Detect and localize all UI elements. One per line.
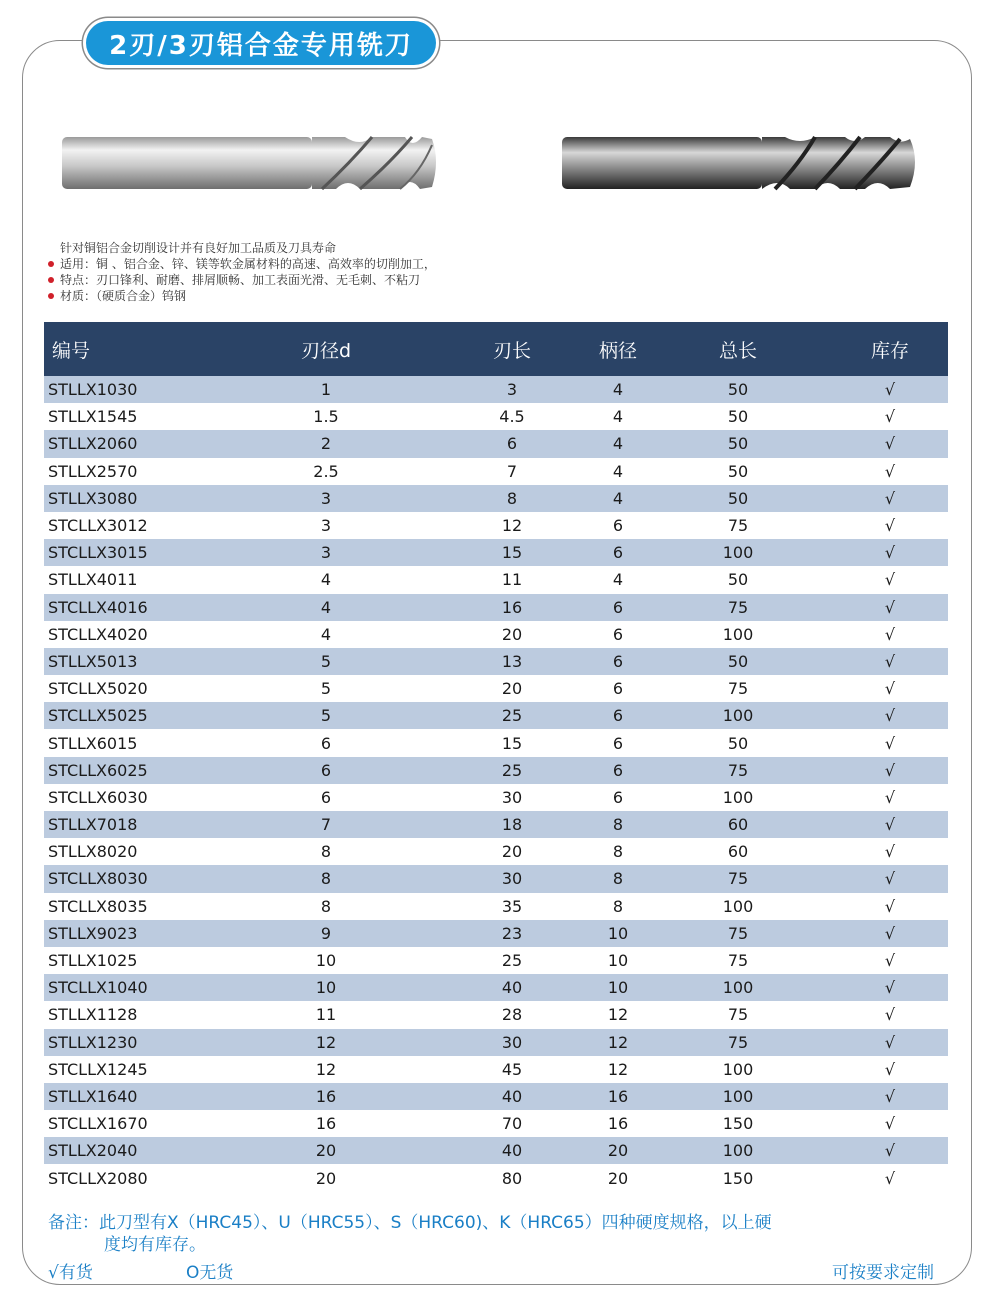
red-bullet-icon <box>48 277 54 283</box>
table-row <box>44 974 948 1001</box>
cell-total-length: 150 <box>722 1168 754 1188</box>
cell-code: STCLLX1245 <box>48 1059 148 1079</box>
cell-code: STLLX5013 <box>48 651 138 671</box>
table-row <box>44 1083 948 1110</box>
cell-shank: 6 <box>612 787 624 807</box>
cell-code: STLLX8020 <box>48 842 138 862</box>
cell-flute-length: 4.5 <box>499 407 525 427</box>
cell-diameter: 3 <box>320 543 332 563</box>
cell-code: STCLLX1670 <box>48 1114 148 1134</box>
cell-code: STCLLX6030 <box>48 787 148 807</box>
cell-stock: √ <box>884 1005 896 1025</box>
cell-flute-length: 40 <box>501 978 523 998</box>
cell-stock: √ <box>884 461 896 481</box>
cell-total-length: 75 <box>727 597 749 617</box>
cell-code: STLLX2570 <box>48 461 138 481</box>
description-bullet: 适用：铜 、铝合金、锌、镁等软金属材料的高速、高效率的切削加工， <box>48 256 436 272</box>
cell-shank: 4 <box>612 434 624 454</box>
cell-flute-length: 3 <box>506 380 518 400</box>
cell-total-length: 50 <box>727 570 749 590</box>
cell-flute-length: 20 <box>501 679 523 699</box>
cell-shank: 8 <box>612 815 624 835</box>
cell-stock: √ <box>884 842 896 862</box>
cell-shank: 4 <box>612 570 624 590</box>
cell-code: STCLLX6025 <box>48 760 148 780</box>
table-row <box>44 865 948 892</box>
cell-total-length: 150 <box>722 1114 754 1134</box>
cell-total-length: 100 <box>722 1086 754 1106</box>
cell-diameter: 6 <box>320 787 332 807</box>
cell-flute-length: 45 <box>501 1059 523 1079</box>
cell-total-length: 75 <box>727 1032 749 1052</box>
cell-shank: 8 <box>612 842 624 862</box>
table-row <box>44 621 948 648</box>
cell-total-length: 100 <box>722 1141 754 1161</box>
cell-shank: 6 <box>612 706 624 726</box>
cell-diameter: 12 <box>315 1032 337 1052</box>
cell-code: STLLX1030 <box>48 380 138 400</box>
cell-diameter: 3 <box>320 516 332 536</box>
cell-flute-length: 15 <box>501 733 523 753</box>
cell-total-length: 50 <box>727 434 749 454</box>
table-row <box>44 539 948 566</box>
header-total-length: 总长 <box>718 339 757 362</box>
three-flute-endmill-image <box>560 133 940 193</box>
legend-out-of-stock: O无货 <box>186 1263 234 1283</box>
cell-flute-length: 23 <box>501 923 523 943</box>
cell-stock: √ <box>884 1032 896 1052</box>
product-description <box>48 240 436 304</box>
cell-code: STLLX7018 <box>48 815 138 835</box>
cell-flute-length: 11 <box>501 570 523 590</box>
cell-shank: 6 <box>612 651 624 671</box>
cell-code: STLLX9023 <box>48 923 138 943</box>
cell-code: STLLX6015 <box>48 733 138 753</box>
cell-stock: √ <box>884 1059 896 1079</box>
table-row <box>44 1137 948 1164</box>
cell-stock: √ <box>884 1086 896 1106</box>
cell-code: STCLLX5025 <box>48 706 148 726</box>
table-row <box>44 566 948 593</box>
cell-diameter: 16 <box>315 1086 337 1106</box>
cell-shank: 6 <box>612 760 624 780</box>
cell-diameter: 10 <box>315 978 337 998</box>
cell-flute-length: 30 <box>501 787 523 807</box>
table-row <box>44 1001 948 1028</box>
cell-diameter: 11 <box>315 1005 337 1025</box>
table-row <box>44 784 948 811</box>
cell-total-length: 50 <box>727 461 749 481</box>
cell-code: STCLLX8035 <box>48 896 148 916</box>
cell-shank: 6 <box>612 597 624 617</box>
cell-code: STCLLX4016 <box>48 597 148 617</box>
table-header <box>44 322 948 376</box>
cell-shank: 12 <box>607 1032 629 1052</box>
cell-shank: 20 <box>607 1168 629 1188</box>
table-row <box>44 430 948 457</box>
table-row <box>44 648 948 675</box>
header-stock: 库存 <box>870 339 909 362</box>
cell-total-length: 100 <box>722 787 754 807</box>
legend-in-stock: √有货 <box>48 1263 93 1283</box>
cell-stock: √ <box>884 488 896 508</box>
cell-shank: 4 <box>612 461 624 481</box>
cell-stock: √ <box>884 815 896 835</box>
cell-diameter: 2.5 <box>313 461 339 481</box>
cell-shank: 10 <box>607 923 629 943</box>
cell-code: STLLX1640 <box>48 1086 138 1106</box>
cell-flute-length: 30 <box>501 869 523 889</box>
cell-code: STCLLX2080 <box>48 1168 148 1188</box>
cell-total-length: 50 <box>727 407 749 427</box>
cell-flute-length: 28 <box>501 1005 523 1025</box>
cell-stock: √ <box>884 1141 896 1161</box>
cell-total-length: 50 <box>727 733 749 753</box>
cell-total-length: 75 <box>727 1005 749 1025</box>
cell-code: STCLLX4020 <box>48 624 148 644</box>
cell-stock: √ <box>884 923 896 943</box>
cell-shank: 20 <box>607 1141 629 1161</box>
cell-flute-length: 80 <box>501 1168 523 1188</box>
cell-stock: √ <box>884 407 896 427</box>
cell-shank: 10 <box>607 951 629 971</box>
cell-flute-length: 6 <box>506 434 518 454</box>
cell-stock: √ <box>884 597 896 617</box>
page-title: 2刃/3刃铝合金专用铣刀 <box>86 21 436 65</box>
cell-total-length: 100 <box>722 896 754 916</box>
cell-diameter: 10 <box>315 951 337 971</box>
cell-flute-length: 8 <box>506 488 518 508</box>
cell-diameter: 1 <box>320 380 332 400</box>
cell-code: STLLX4011 <box>48 570 138 590</box>
cell-flute-length: 13 <box>501 651 523 671</box>
cell-diameter: 1.5 <box>313 407 339 427</box>
table-row <box>44 512 948 539</box>
cell-shank: 4 <box>612 407 624 427</box>
cell-shank: 12 <box>607 1059 629 1079</box>
cell-stock: √ <box>884 869 896 889</box>
cell-shank: 10 <box>607 978 629 998</box>
cell-total-length: 100 <box>722 624 754 644</box>
cell-flute-length: 16 <box>501 597 523 617</box>
cell-diameter: 6 <box>320 733 332 753</box>
red-bullet-icon <box>48 293 54 299</box>
table-row <box>44 485 948 512</box>
cell-flute-length: 30 <box>501 1032 523 1052</box>
cell-total-length: 75 <box>727 951 749 971</box>
cell-diameter: 5 <box>320 651 332 671</box>
cell-flute-length: 12 <box>501 516 523 536</box>
table-row <box>44 1110 948 1137</box>
cell-diameter: 4 <box>320 570 332 590</box>
cell-stock: √ <box>884 679 896 699</box>
cell-stock: √ <box>884 1168 896 1188</box>
cell-flute-length: 7 <box>506 461 518 481</box>
custom-order-note: 可按要求定制 <box>832 1263 934 1283</box>
cell-flute-length: 40 <box>501 1141 523 1161</box>
cell-shank: 6 <box>612 624 624 644</box>
cell-total-length: 100 <box>722 706 754 726</box>
spec-table <box>44 322 948 1192</box>
cell-stock: √ <box>884 787 896 807</box>
header-diameter: 刃径d <box>300 339 352 362</box>
header-shank: 柄径 <box>598 339 637 362</box>
cell-stock: √ <box>884 624 896 644</box>
cell-code: STCLLX5020 <box>48 679 148 699</box>
cell-code: STLLX2040 <box>48 1141 138 1161</box>
cell-shank: 8 <box>612 869 624 889</box>
cell-flute-length: 25 <box>501 706 523 726</box>
cell-code: STCLLX1040 <box>48 978 148 998</box>
cell-diameter: 12 <box>315 1059 337 1079</box>
cell-shank: 6 <box>612 733 624 753</box>
cell-diameter: 4 <box>320 597 332 617</box>
cell-shank: 4 <box>612 488 624 508</box>
cell-diameter: 8 <box>320 896 332 916</box>
cell-diameter: 20 <box>315 1168 337 1188</box>
cell-stock: √ <box>884 951 896 971</box>
cell-flute-length: 15 <box>501 543 523 563</box>
cell-stock: √ <box>884 543 896 563</box>
cell-diameter: 2 <box>320 434 332 454</box>
cell-diameter: 5 <box>320 706 332 726</box>
cell-code: STCLLX8030 <box>48 869 148 889</box>
cell-shank: 12 <box>607 1005 629 1025</box>
table-row <box>44 811 948 838</box>
remark <box>48 1212 772 1256</box>
header-code: 编号 <box>52 339 91 362</box>
cell-total-length: 50 <box>727 380 749 400</box>
header-flute-length: 刃长 <box>492 339 531 362</box>
table-row <box>44 947 948 974</box>
cell-total-length: 75 <box>727 869 749 889</box>
cell-code: STLLX1545 <box>48 407 138 427</box>
table-row <box>44 376 948 403</box>
cell-stock: √ <box>884 380 896 400</box>
cell-total-length: 100 <box>722 543 754 563</box>
cell-shank: 6 <box>612 516 624 536</box>
cell-diameter: 9 <box>320 923 332 943</box>
description-intro: 针对铜铝合金切削设计并有良好加工品质及刀具寿命 <box>60 241 337 255</box>
cell-diameter: 4 <box>320 624 332 644</box>
table-row <box>44 893 948 920</box>
table-row <box>44 1029 948 1056</box>
cell-stock: √ <box>884 516 896 536</box>
description-bullet: 材质：（硬质合金）钨钢 <box>48 288 436 304</box>
cell-diameter: 5 <box>320 679 332 699</box>
cell-shank: 6 <box>612 679 624 699</box>
cell-total-length: 60 <box>727 815 749 835</box>
cell-diameter: 8 <box>320 869 332 889</box>
description-bullet: 特点：刃口锋利、耐磨、排屑顺畅、加工表面光滑、无毛刺、不粘刀 <box>48 272 436 288</box>
cell-total-length: 50 <box>727 488 749 508</box>
table-row <box>44 729 948 756</box>
cell-diameter: 20 <box>315 1141 337 1161</box>
cell-stock: √ <box>884 651 896 671</box>
cell-stock: √ <box>884 896 896 916</box>
cell-stock: √ <box>884 760 896 780</box>
cell-shank: 6 <box>612 543 624 563</box>
cell-diameter: 7 <box>320 815 332 835</box>
cell-shank: 16 <box>607 1086 629 1106</box>
cell-total-length: 75 <box>727 516 749 536</box>
table-row <box>44 1164 948 1191</box>
cell-total-length: 75 <box>727 679 749 699</box>
table-row <box>44 702 948 729</box>
cell-diameter: 6 <box>320 760 332 780</box>
cell-code: STLLX1128 <box>48 1005 138 1025</box>
table-body <box>44 376 948 1192</box>
cell-shank: 16 <box>607 1114 629 1134</box>
red-bullet-icon <box>48 261 54 267</box>
table-row <box>44 757 948 784</box>
table-row <box>44 920 948 947</box>
cell-total-length: 100 <box>722 978 754 998</box>
cell-diameter: 8 <box>320 842 332 862</box>
cell-diameter: 16 <box>315 1114 337 1134</box>
remark-line-1: 备注：此刀型有X（HRC45）、U（HRC55）、S（HRC60)、K（HRC65）四种硬度规格，以上硬 <box>48 1213 772 1233</box>
table-row <box>44 594 948 621</box>
cell-total-length: 75 <box>727 923 749 943</box>
table-row <box>44 1056 948 1083</box>
table-row <box>44 403 948 430</box>
cell-code: STCLLX3012 <box>48 516 148 536</box>
cell-stock: √ <box>884 978 896 998</box>
cell-code: STLLX3080 <box>48 488 138 508</box>
cell-code: STLLX1025 <box>48 951 138 971</box>
cell-total-length: 100 <box>722 1059 754 1079</box>
table-row <box>44 838 948 865</box>
cell-stock: √ <box>884 706 896 726</box>
two-flute-endmill-image <box>60 133 445 193</box>
cell-code: STLLX2060 <box>48 434 138 454</box>
cell-stock: √ <box>884 434 896 454</box>
cell-shank: 8 <box>612 896 624 916</box>
cell-flute-length: 25 <box>501 951 523 971</box>
table-row <box>44 675 948 702</box>
cell-flute-length: 20 <box>501 842 523 862</box>
cell-shank: 4 <box>612 380 624 400</box>
cell-total-length: 75 <box>727 760 749 780</box>
cell-flute-length: 18 <box>501 815 523 835</box>
cell-diameter: 3 <box>320 488 332 508</box>
cell-flute-length: 25 <box>501 760 523 780</box>
remark-line-2: 度均有库存。 <box>104 1235 206 1255</box>
cell-flute-length: 40 <box>501 1086 523 1106</box>
table-row <box>44 458 948 485</box>
cell-stock: √ <box>884 733 896 753</box>
cell-code: STLLX1230 <box>48 1032 138 1052</box>
cell-flute-length: 70 <box>501 1114 523 1134</box>
cell-flute-length: 20 <box>501 624 523 644</box>
cell-total-length: 60 <box>727 842 749 862</box>
cell-flute-length: 35 <box>501 896 523 916</box>
cell-stock: √ <box>884 1114 896 1134</box>
cell-stock: √ <box>884 570 896 590</box>
cell-total-length: 50 <box>727 651 749 671</box>
cell-code: STCLLX3015 <box>48 543 148 563</box>
